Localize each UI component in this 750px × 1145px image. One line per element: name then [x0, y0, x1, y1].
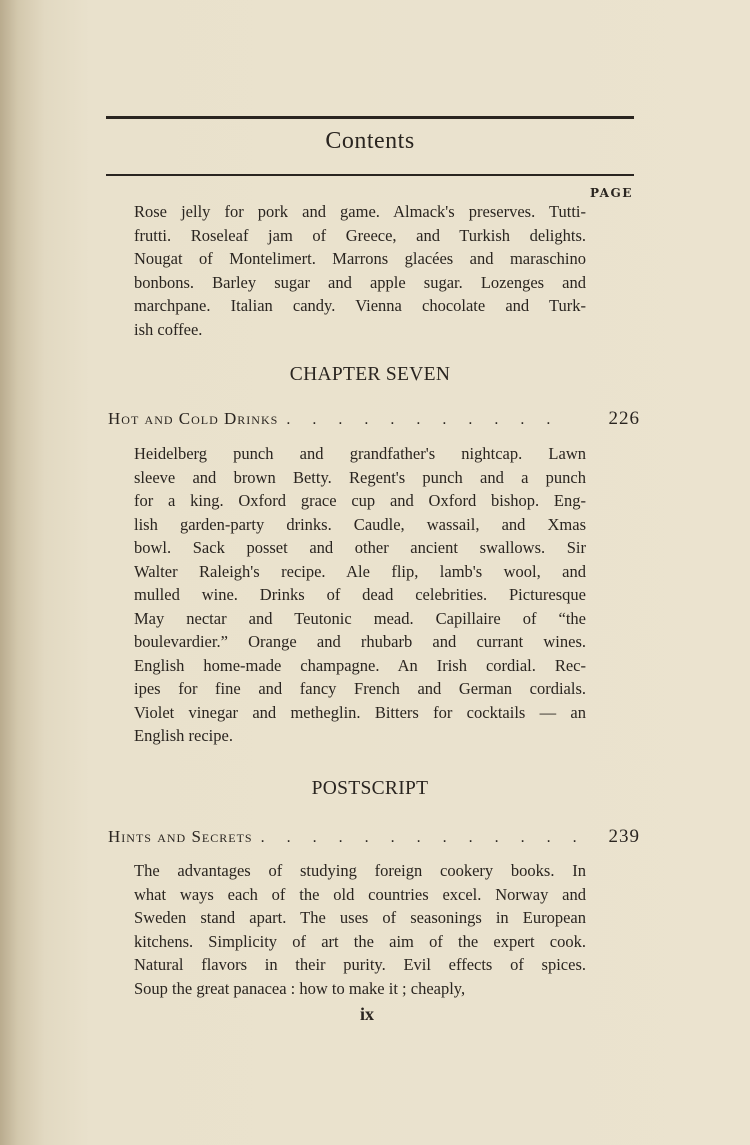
intro-paragraph — [134, 200, 586, 341]
toc-entry-hot-and-cold-drinks[interactable] — [108, 408, 640, 430]
text-line: Natural flavors in their purity. Evil effects of spices. — [134, 955, 586, 974]
leader-dots: . . . . . . . . . . . — [286, 411, 560, 428]
entry-title: Hints and Secrets — [108, 827, 253, 846]
leader-dots: . . . . . . . . . . . . . — [260, 829, 586, 846]
header-top-rule — [106, 116, 634, 119]
text-line: marchpane. Italian candy. Vienna chocolate and Turk- — [134, 296, 586, 315]
text-line: Nougat of Montelimert. Marrons glacées and maraschino — [134, 249, 586, 268]
text-line: bonbons. Barley sugar and apple sugar. Lozenges and — [134, 272, 586, 292]
text-line: ish coffee. — [134, 319, 203, 339]
toc-entry-hints-and-secrets[interactable] — [108, 826, 640, 848]
postscript-heading: POSTSCRIPT — [311, 778, 429, 799]
text-line: for a king. Oxford grace cup and Oxford bishop. Eng- — [134, 491, 586, 510]
chapter-seven-description — [134, 442, 586, 748]
text-line: frutti. Roseleaf jam of Greece, and Turkish delights. — [134, 225, 586, 245]
postscript-description — [134, 859, 586, 1000]
text-line: Soup the great panacea : how to make it ; cheaply, — [134, 978, 466, 998]
page-folio: ix — [360, 1004, 375, 1024]
text-line: kitchens. Simplicity of art the aim of the expert cook. — [134, 931, 586, 951]
page-column-label: PAGE — [590, 186, 633, 200]
text-line: Violet vinegar and metheglin. Bitters for cocktails — an — [134, 702, 586, 722]
text-line: bowl. Sack posset and other ancient swallows. Sir — [134, 538, 586, 557]
text-line: Heidelberg punch and grandfather's nightcap. Lawn — [134, 444, 586, 463]
page-title: Contents — [325, 128, 415, 154]
text-line: English home-made champagne. An Irish cordial. Rec- — [134, 655, 586, 675]
text-line: what ways each of the old countries excel. Norway and — [134, 884, 586, 904]
text-line: ipes for fine and fancy French and German cordials. — [134, 679, 586, 698]
entry-page-number: 226 — [608, 408, 640, 429]
text-line: Sweden stand apart. The uses of seasonings in European — [134, 908, 586, 927]
text-line: boulevardier.” Orange and rhubarb and currant wines. — [134, 632, 586, 651]
text-line: English recipe. — [134, 726, 233, 745]
text-line: The advantages of studying foreign cookery books. In — [134, 861, 586, 880]
text-line: Walter Raleigh's recipe. Ale flip, lamb's wool, and — [134, 561, 586, 581]
entry-page-number: 239 — [608, 826, 640, 847]
chapter-seven-heading: CHAPTER SEVEN — [289, 364, 451, 385]
text-line: lish garden-party drinks. Caudle, wassail, and Xmas — [134, 514, 586, 534]
entry-title: Hot and Cold Drinks — [108, 409, 279, 428]
text-line: sleeve and brown Betty. Regent's punch and a punch — [134, 467, 586, 487]
text-line: May nectar and Teutonic mead. Capillaire of “the — [134, 608, 586, 628]
header-bottom-rule — [106, 174, 634, 176]
text-line: mulled wine. Drinks of dead celebrities. Picturesque — [134, 585, 586, 604]
text-line: Rose jelly for pork and game. Almack's preserves. Tutti- — [134, 202, 586, 221]
